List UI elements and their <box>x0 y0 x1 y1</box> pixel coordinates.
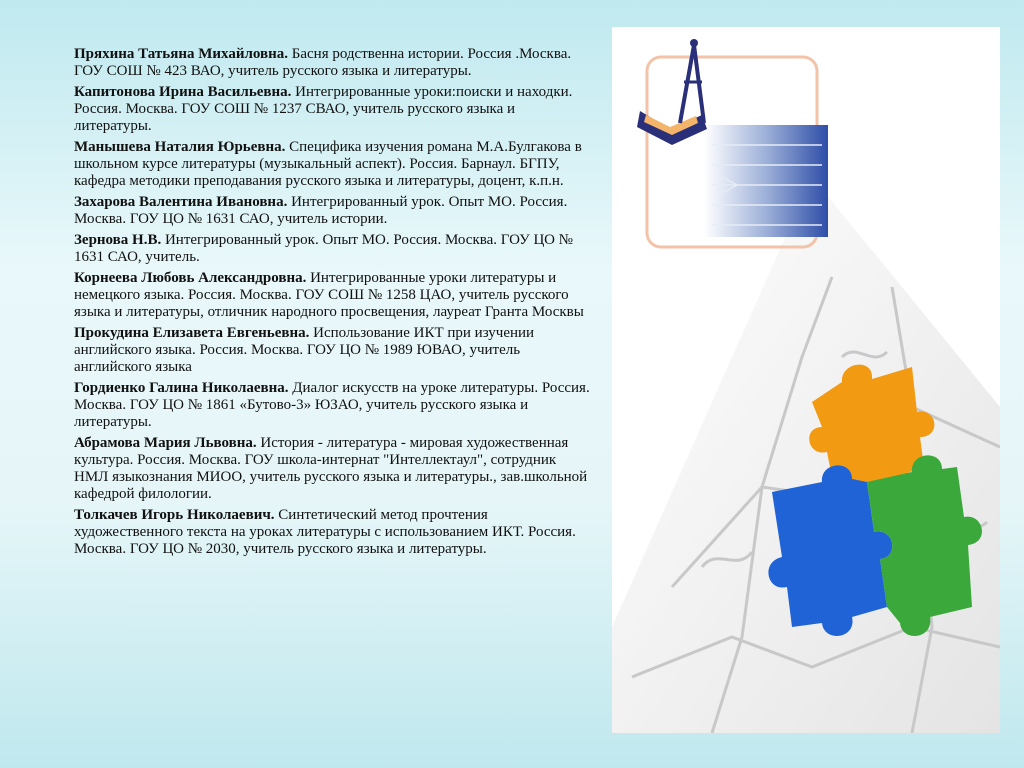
entry-name: Корнеева Любовь Александровна. <box>74 270 307 286</box>
entry-text: Синтетический метод прочтения художественного текста на уроках литературы с использованием ИКТ. Россия. Москва. ГОУ ЦО № 2030, учитель русского языка и литературы. <box>74 507 576 557</box>
author-list <box>74 46 594 562</box>
pyramid-shape <box>612 177 1000 733</box>
entry-3 <box>74 139 594 190</box>
entry-7 <box>74 325 594 376</box>
entry-2 <box>74 84 594 135</box>
entry-text: Интегрированные уроки литературы и немецкого языка. Россия. Москва. ГОУ СОШ № 1258 ЦАО, учитель русского языка и литературы, отличник народного просвещения, лауреат Гранта Москвы <box>74 270 584 320</box>
entry-name: Пряхина Татьяна Михайловна. <box>74 46 288 62</box>
entry-name: Захарова Валентина Ивановна. <box>74 194 288 210</box>
illustration-panel <box>612 27 1000 733</box>
entry-text: Диалог искусств на уроке литературы. Россия. Москва. ГОУ ЦО № 1861 «Бутово-3» ЮЗАО, учитель русского языка и литературы. <box>74 380 590 430</box>
entry-5 <box>74 232 594 266</box>
entry-text: История - литература - мировая художественная культура. Россия. Москва. ГОУ школа-интернат "Интеллектаул", сотрудник НМЛ языкознания МИОО, учитель русского языка и литературы., зав.школьной кафедрой филологии. <box>74 435 588 502</box>
entry-name: Гордиенко Галина Николаевна. <box>74 380 289 396</box>
entry-1 <box>74 46 594 80</box>
entry-name: Зернова Н.В. <box>74 232 162 248</box>
entry-text: Интегрированный урок. Опыт МО. Россия. Москва. ГОУ ЦО № 1631 САО, учитель истории. <box>74 194 568 227</box>
entry-name: Толкачев Игорь Николаевич. <box>74 507 275 523</box>
entry-text: Интегрированный урок. Опыт МО. Россия. Москва. ГОУ ЦО № 1631 САО, учитель. <box>74 232 573 265</box>
entry-4 <box>74 194 594 228</box>
entry-text: Интегрированные уроки:поиски и находки. Россия. Москва. ГОУ СОШ № 1237 СВАО, учитель русского языка и литературы. <box>74 84 573 134</box>
entry-8 <box>74 380 594 431</box>
entry-10 <box>74 507 594 558</box>
entry-name: Прокудина Елизавета Евгеньевна. <box>74 325 310 341</box>
entry-name: Абрамова Мария Львовна. <box>74 435 257 451</box>
entry-6 <box>74 270 594 321</box>
entry-text: Басня родственна истории. Россия .Москва. ГОУ СОШ № 423 ВАО, учитель русского языка и литературы. <box>74 46 572 79</box>
entry-name: Капитонова Ирина Васильевна. <box>74 84 292 100</box>
entry-name: Манышева Наталия Юрьевна. <box>74 139 286 155</box>
entry-text: Специфика изучения романа М.А.Булгакова в школьном курсе литературы (музыкальный аспект). Россия. Барнаул. БГПУ, кафедра методики преподавания русского языка и литературы, доцент, к.п.н. <box>74 139 582 189</box>
puzzle-pyramid-image <box>612 27 1000 733</box>
entry-text: Использование ИКТ при изучении английского языка. Россия. Москва. ГОУ ЦО № 1989 ЮВАО, учитель английского языка <box>74 325 535 375</box>
entry-9 <box>74 435 594 503</box>
